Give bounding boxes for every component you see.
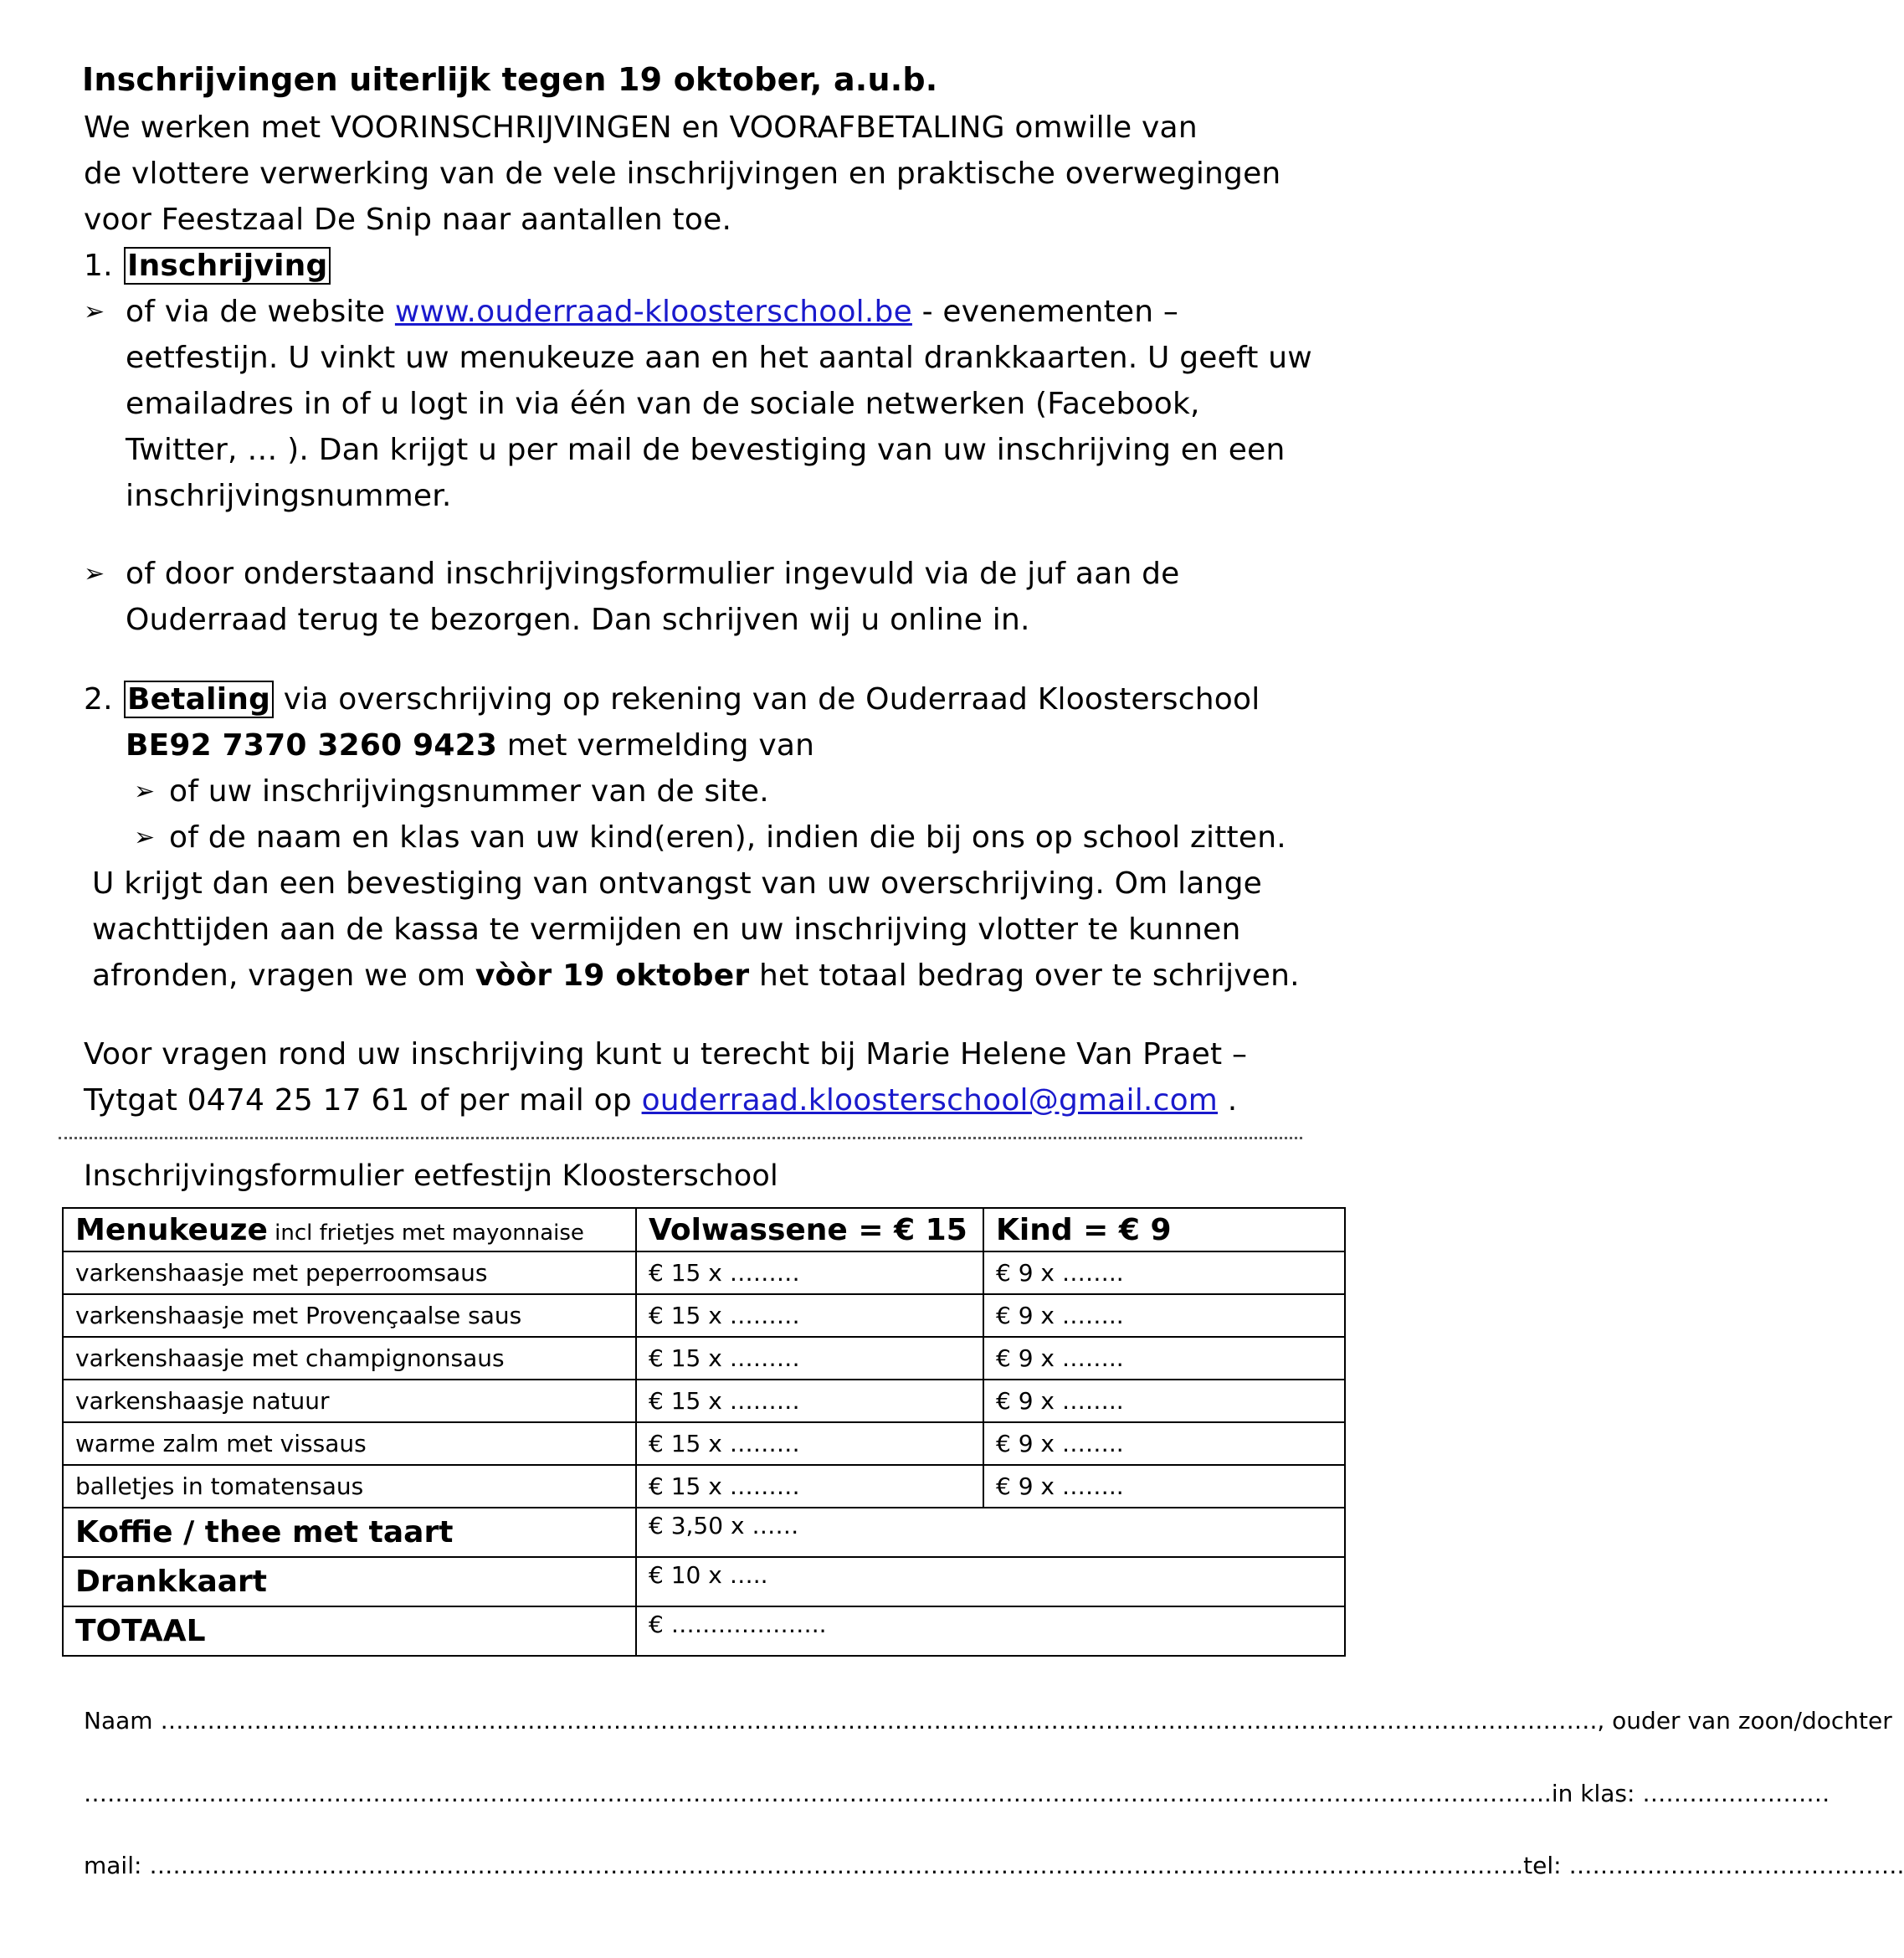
child-line — [84, 1777, 1830, 1811]
child-qty-field[interactable]: € 9 x …….. — [983, 1337, 1345, 1380]
koffie-label: Koffie / thee met taart — [63, 1508, 636, 1557]
child-qty-field[interactable]: € 9 x …….. — [983, 1251, 1345, 1294]
dish-name: balletjes in tomatensaus — [63, 1465, 636, 1508]
drank-label: Drankkaart — [63, 1557, 636, 1606]
menu-header: Menukeuze — [75, 1212, 268, 1247]
iban: BE92 7370 3260 9423 — [126, 728, 498, 763]
website-line-post: - evenementen – — [911, 295, 1179, 329]
naam-line — [84, 1704, 1892, 1738]
confirm-line: wachttijden aan de kassa te vermijden en uw inschrijving vlotter te kunnen — [92, 912, 1241, 947]
naam-label: Naam — [84, 1707, 153, 1734]
step2-number: 2. — [84, 682, 113, 717]
intro-line: voor Feestzaal De Snip naar aantallen toe. — [84, 203, 732, 237]
website-cont-line: emailadres in of u logt in via één van de sociale netwerken (Facebook, — [126, 387, 1200, 421]
child-qty-field[interactable]: € 9 x …….. — [983, 1294, 1345, 1337]
form-line: of door onderstaand inschrijvingsformulier ingevuld via de juf aan de — [126, 557, 1180, 591]
step1-title: Inschrijving — [124, 247, 331, 285]
menu-row — [63, 1380, 1345, 1422]
dish-name: varkenshaasje met Provençaalse saus — [63, 1294, 636, 1337]
dish-name: varkenshaasje met peperroomsaus — [63, 1251, 636, 1294]
adult-qty-field[interactable]: € 15 x ……… — [636, 1251, 983, 1294]
website-line-pre: of via de website — [126, 295, 395, 329]
child-header: Kind = € 9 — [983, 1208, 1345, 1251]
dish-name: warme zalm met vissaus — [63, 1422, 636, 1465]
adult-header: Volwassene = € 15 — [636, 1208, 983, 1251]
contact-line: Voor vragen rond uw inschrijving kunt u terecht bij Marie Helene Van Praet – — [84, 1037, 1248, 1072]
arrow-bullet-icon: ➢ — [84, 559, 105, 588]
payment-sub-item: of de naam en klas van uw kind(eren), indien die bij ons op school zitten. — [169, 820, 1286, 855]
website-cont-line: Twitter, … ). Dan krijgt u per mail de bevestiging van uw inschrijving en een — [126, 433, 1286, 467]
drank-row — [63, 1557, 1345, 1606]
child-qty-field[interactable]: € 9 x …….. — [983, 1380, 1345, 1422]
drank-qty-field[interactable]: € 10 x ….. — [636, 1557, 1345, 1606]
intro-line: de vlottere verwerking van de vele inschrijvingen en praktische overwegingen — [84, 157, 1281, 191]
adult-qty-field[interactable]: € 15 x ……… — [636, 1465, 983, 1508]
adult-qty-field[interactable]: € 15 x ……… — [636, 1337, 983, 1380]
website-link[interactable]: www.ouderraad-kloosterschool.be — [394, 295, 912, 329]
menu-row — [63, 1294, 1345, 1337]
step2-title: Betaling — [124, 681, 274, 718]
menu-row — [63, 1337, 1345, 1380]
tel-label: tel: — [1523, 1852, 1562, 1879]
iban-line — [126, 722, 814, 768]
menu-header-note: incl frietjes met mayonnaise — [267, 1220, 584, 1246]
koffie-row — [63, 1508, 1345, 1557]
dish-name: varkenshaasje natuur — [63, 1380, 636, 1422]
adult-qty-field[interactable]: € 15 x ……… — [636, 1294, 983, 1337]
klas-field[interactable]: …………………… — [1635, 1780, 1830, 1807]
menu-header-cell — [63, 1208, 636, 1251]
payment-sub-item: of uw inschrijvingsnummer van de site. — [169, 774, 769, 809]
page-heading: Inschrijvingen uiterlijk tegen 19 oktober, a.u.b. — [82, 61, 938, 98]
registration-table — [62, 1207, 1346, 1657]
child-name-field[interactable]: …………………………………………………………………………………………………………………………………………………………………….. — [84, 1780, 1552, 1807]
contact-line2-pre: Tytgat 0474 25 17 61 of per mail op — [84, 1083, 642, 1118]
naam-field[interactable]: …………………………………………………………………………………………………………………………………………………………………., — [160, 1707, 1605, 1734]
child-qty-field[interactable]: € 9 x …….. — [983, 1422, 1345, 1465]
confirm3-post: het totaal bedrag over te schrijven. — [749, 958, 1300, 993]
table-header-row — [63, 1208, 1345, 1251]
arrow-bullet-icon: ➢ — [84, 297, 105, 326]
menu-row — [63, 1251, 1345, 1294]
deadline: vòòr 19 oktober — [475, 958, 750, 993]
step2-line1 — [127, 676, 1260, 722]
iban-rest: met vermelding van — [497, 728, 815, 763]
website-cont-line: eetfestijn. U vinkt uw menukeuze aan en het aantal drankkaarten. U geeft uw — [126, 341, 1312, 375]
arrow-bullet-icon: ➢ — [134, 823, 156, 852]
koffie-qty-field[interactable]: € 3,50 x …… — [636, 1508, 1345, 1557]
website-line — [126, 289, 1178, 335]
form-cont-line: Ouderraad terug te bezorgen. Dan schrijven wij u online in. — [126, 603, 1030, 637]
menu-row — [63, 1465, 1345, 1508]
totaal-field[interactable]: € ……………….. — [636, 1606, 1345, 1656]
step1-title-wrap — [127, 243, 331, 289]
intro-line: We werken met VOORINSCHRIJVINGEN en VOORAFBETALING omwille van — [84, 110, 1198, 145]
confirm-line — [92, 953, 1300, 999]
tel-field[interactable]: ……………………………………. — [1561, 1852, 1904, 1879]
confirm-line: U krijgt dan een bevestiging van ontvangst van uw overschrijving. Om lange — [92, 866, 1262, 901]
totaal-row — [63, 1606, 1345, 1656]
step2-line1-rest: via overschrijving op rekening van de Ouderraad Kloosterschool — [274, 682, 1260, 717]
menu-row — [63, 1422, 1345, 1465]
klas-label: in klas: — [1551, 1780, 1635, 1807]
form-title: Inschrijvingsformulier eetfestijn Kloosterschool — [84, 1159, 778, 1193]
child-qty-field[interactable]: € 9 x …….. — [983, 1465, 1345, 1508]
mail-field[interactable]: ………………………………………………………………………………………………………………………………………………………….. — [141, 1852, 1524, 1879]
totaal-label: TOTAAL — [63, 1606, 636, 1656]
adult-qty-field[interactable]: € 15 x ……… — [636, 1422, 983, 1465]
contact-line — [84, 1077, 1237, 1123]
cut-line-divider — [59, 1137, 1302, 1139]
confirm3-pre: afronden, vragen we om — [92, 958, 475, 993]
mail-label: mail: — [84, 1852, 142, 1879]
website-cont-line: inschrijvingsnummer. — [126, 479, 452, 513]
ouder-label: ouder van zoon/dochter — [1604, 1707, 1892, 1734]
arrow-bullet-icon: ➢ — [134, 777, 156, 806]
mail-line — [84, 1849, 1904, 1883]
adult-qty-field[interactable]: € 15 x ……… — [636, 1380, 983, 1422]
contact-line2-post: . — [1218, 1083, 1238, 1118]
dish-name: varkenshaasje met champignonsaus — [63, 1337, 636, 1380]
contact-email-link[interactable]: ouderraad.kloosterschool@gmail.com — [641, 1083, 1219, 1118]
step1-number: 1. — [84, 249, 113, 283]
